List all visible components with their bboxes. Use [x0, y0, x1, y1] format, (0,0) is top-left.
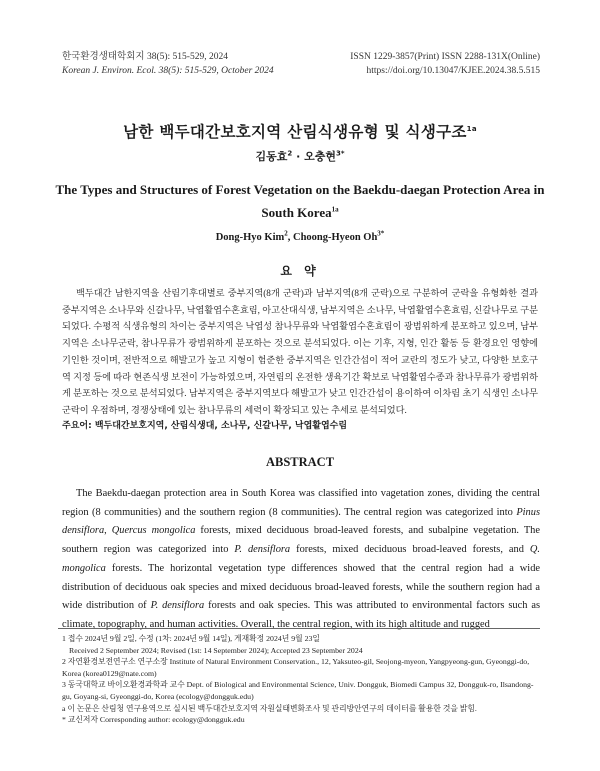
abstract-text-3: forests, mixed deciduous broad-leaved forests, and subalpine vegetation. The southern region was categorized into [62, 525, 540, 556]
footnote-1-en: Received 2 September 2024; Revised (1st: 14 September 2024); Accepted 23 September 2024 [69, 645, 363, 655]
title-english-footnote-mark: 1a [331, 205, 339, 214]
keywords-korean: 주요어: 백두대간보호지역, 산림식생대, 소나무, 신갈나무, 낙엽활엽수림 [62, 421, 348, 431]
abstract-text-5: forests. The horizontal vegetation type differences showed that the central region had a wide distribution of deciduous oak species and mixed deciduous broad-leaved forests, while the southern region had a wide distribution of [62, 562, 540, 612]
species-pinus-densiflora: Pinus densiflora [62, 506, 540, 537]
footnote-1: 1 접수 2024년 9월 2일, 수정 (1차: 2024년 9월 14일), 게재확정 2024년 9월 23일 [62, 634, 320, 643]
author-en-separator: , [287, 232, 293, 243]
journal-citation-en: Korean J. Environ. Ecol. 38(5): 515-529, October 2024 [62, 66, 274, 76]
authors-english [0, 229, 600, 243]
species-p-densiflora-2: P. densiflora [150, 600, 205, 612]
authors-korean [0, 148, 600, 164]
author-2-en: Choong-Hyeon Oh [292, 232, 378, 243]
abstract-ko-heading: 요 약 [280, 264, 320, 278]
footnote-3: 3 동국대학교 바이오환경과학과 교수 Dept. of Biological and Environmental Science, Univ. Dongguk, Biomedi Campus 32, Dongguk-ro, Ilsandong-gu, Goyang-si, Gyeonggi-do, Korea (ecology@dongguk.edu) [62, 680, 534, 701]
species-q-mongolica: Q. mongolica [62, 544, 541, 574]
abstract-text-6: forests and oak species. This was attributed to environmental factors such as climate, topography, and human activities. Overall, the central region, with its high altitude and rugged [62, 600, 541, 630]
footnote-a: a 이 논문은 산림청 연구용역으로 실시된 백두대간보호지역 자원실태변화조사 및 관리방안연구의 데이터를 활용한 것을 밝힘. [62, 703, 477, 713]
abstract-english [62, 485, 540, 635]
author-1-ko: 김동효 [255, 150, 288, 163]
author-2-ko-mark: 3* [336, 149, 345, 158]
author-1-en: Dong-Hyo Kim [215, 232, 285, 243]
author-separator: · [296, 150, 301, 163]
title-korean-footnote-mark: 1a [466, 124, 477, 133]
author-1-ko-mark: 2 [287, 149, 293, 158]
abstract-heading: ABSTRACT [265, 455, 335, 469]
abstract-korean: 백두대간 남한지역을 산림기후대별로 중부지역(8개 군락)과 남부지역(8개 군락)으로 구분하여 군락을 유형화한 결과 중부지역은 소나무와 신갈나무, 낙엽활엽수혼효림, 아고산대식생, 남부지역은 소나무, 낙엽활엽수혼효림, 신갈나무로 구분되었다. 수평적 식생유형의 차이는 중부지역은 낙엽성 참나무류와 낙엽활엽수혼효림이 광범위하게 분포하고 있으며, 남부지역은 소나무군락, 참나무류가 광범위하게 분포하는 것으로 분석되었다. 이는 기후, 지형, 인간 활동 등 환경요인 영향에 기인한 것이며, 전반적으로 해발고가 높고 지형이 험준한 중부지역은 인간간섭이 적어 교란의 정도가 낮고, 다양한 보호구역 지정 등에 따라 현존식생 보전이 가능하였으며, 자연림의 온전한 생육기간 확보로 낙엽활엽수종과 참나무류가 광범위하게 분포하는 것으로 분석되었다. 남부지역은 중부지역보다 해발고가 낮고 인간간섭이 용이하여 이차림 초기 식생인 소나무군락이 우점하며, 경쟁상태에 있는 참나무류의 세력이 확장되고 있는 추세로 분석되었다. [62, 288, 538, 415]
footnote-2: 2 자연환경보전연구소 연구소장 Institute of Natural Environment Conservation., 12, Yaksuteo-gil, Seojong-myeon, Yangpyeong-gun, Gyeonggi-do, Korea (korea0129@nate.com) [62, 657, 530, 678]
doi-link[interactable]: https://doi.org/10.13047/KJEE.2024.38.5.515 [366, 66, 540, 76]
title-english [50, 178, 550, 224]
species-quercus-mongolica: Quercus mongolica [111, 525, 196, 537]
title-korean-text: 남한 백두대간보호지역 산림식생유형 및 식생구조 [123, 123, 467, 141]
author-2-en-mark: 3* [377, 229, 385, 238]
abstract-text-1: The Baekdu-daegan protection area in South Korea was classified into vagetation zones, dividing the central region (8 communities) and the southern region (8 communities). The central region was categorized into [62, 488, 540, 518]
species-p-densiflora-1: P. densiflora [234, 544, 291, 556]
footnote-corresponding: * 교신저자 Corresponding author: ecology@dongguk.edu [62, 715, 245, 725]
author-1-en-mark: 2 [284, 229, 288, 238]
title-korean [0, 120, 600, 142]
author-2-ko: 오충현 [304, 150, 336, 163]
journal-citation-ko: 한국환경생태학회지 38(5): 515-529, 2024 [62, 52, 228, 62]
abstract-text-2: , [104, 525, 112, 537]
footnotes [62, 633, 542, 726]
title-english-text: The Types and Structures of Forest Vegetation on the Baekdu-daegan Protection Area in South Korea [55, 182, 545, 220]
issn-line: ISSN 1229-3857(Print) ISSN 2288-131X(Online) [350, 52, 540, 62]
footnote-divider [58, 628, 540, 629]
abstract-text-4: forests, mixed deciduous broad-leaved forests, and [290, 544, 530, 556]
